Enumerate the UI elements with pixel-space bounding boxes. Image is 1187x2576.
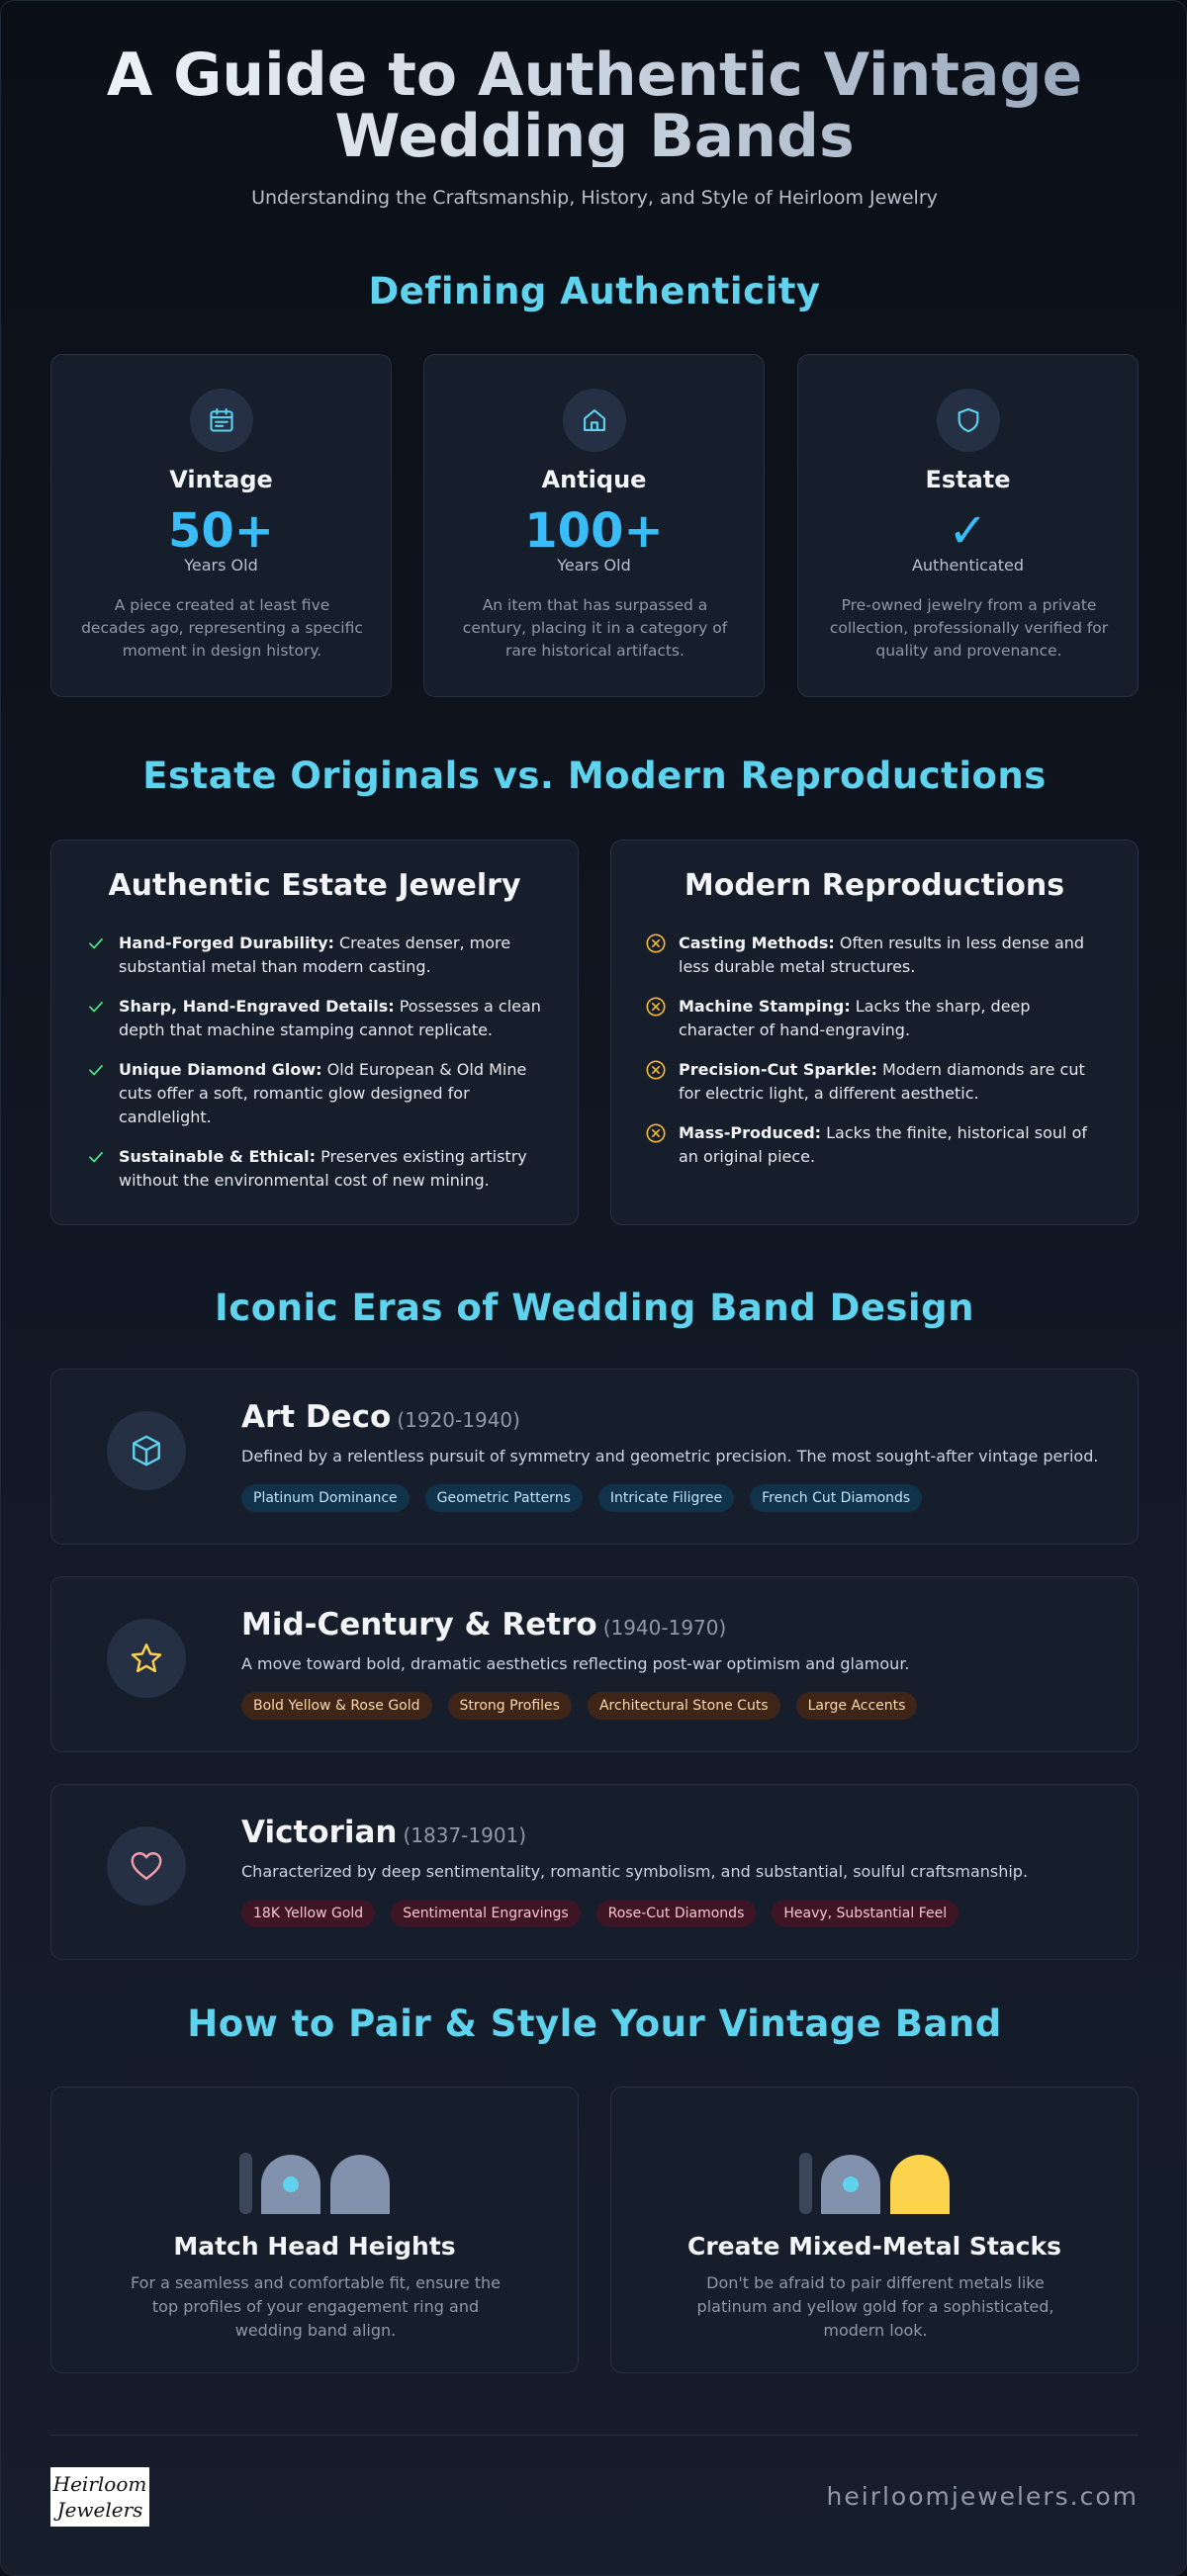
tag-list [241,1692,917,1720]
shield-icon [937,389,1000,452]
card-description: Pre-owned jewelry from a private collection, professionally verified for quality and provenance. [829,596,1109,660]
tag: Large Accents [796,1692,918,1720]
card-value: 100+ [524,503,664,559]
era-name: Victorian [241,1815,398,1850]
era-name: Art Deco [241,1399,392,1435]
mixed-metal-stacks-card [610,2087,1139,2373]
card-unit: Years Old [184,556,258,575]
card-description: An item that has surpassed a century, placing it in a category of rare historical artifacts. [462,596,728,660]
card-name: Antique [541,466,647,493]
authentic-list [85,932,550,1208]
check-icon [85,1059,107,1081]
era-description: A move toward bold, dramatic aesthetics reflecting post-war optimism and glamour. [241,1654,910,1673]
tag: Geometric Patterns [425,1484,583,1512]
list-item [645,932,1110,979]
page-subtitle: Understanding the Craftsmanship, History, and Style of Heirloom Jewelry [251,187,938,209]
tag-list [241,1900,959,1927]
checkmark-icon: ✓ [948,503,988,559]
card-title: Match Head Heights [173,2232,456,2261]
card-description: Don't be afraid to pair different metals like platinum and yellow gold for a sophisticated, modern look. [696,2273,1054,2340]
match-head-heights-card [50,2087,579,2373]
section-title-comparison: Estate Originals vs. Modern Reproductions [142,755,1047,797]
card-title: Modern Reproductions [684,868,1065,903]
footer-divider [50,2435,1139,2436]
check-icon [85,996,107,1018]
card-unit: Authenticated [911,556,1025,575]
tag: French Cut Diamonds [750,1484,922,1512]
era-card-mid-century [50,1576,1139,1752]
tag: Heavy, Substantial Feel [772,1900,959,1927]
heirloom-jewelers-logo: Heirloom Jewelers [50,2467,149,2527]
list-item [85,1145,550,1193]
list-item-text: Machine Stamping: Lacks the sharp, deep character of hand-engraving. [679,997,1031,1039]
card-title: Create Mixed-Metal Stacks [687,2232,1061,2261]
website-url[interactable]: heirloomjewelers.com [826,2482,1139,2511]
era-card-victorian [50,1784,1139,1960]
era-years: (1920-1940) [397,1408,520,1432]
section-title-authenticity: Defining Authenticity [368,270,821,312]
tag: 18K Yellow Gold [241,1900,375,1927]
list-item [85,932,550,979]
tag: Intricate Filigree [598,1484,734,1512]
list-item [85,1058,550,1129]
antique-card [423,354,765,697]
era-name: Mid-Century & Retro [241,1607,597,1643]
era-card-art-deco [50,1369,1139,1545]
list-item-text: Sharp, Hand-Engraved Details: Possesses a clean depth that machine stamping cannot replicate. [119,997,541,1039]
x-circle-icon [645,933,667,954]
authentic-jewelry-card [50,840,579,1225]
check-icon [85,933,107,954]
section-title-pairing: How to Pair & Style Your Vintage Band [187,2002,1002,2045]
x-circle-icon [645,1122,667,1144]
star-icon [107,1619,186,1698]
heart-icon [107,1826,186,1906]
list-item-text: Unique Diamond Glow: Old European & Old Mine cuts offer a soft, romantic glow designed for candlelight. [119,1060,527,1126]
era-years: (1837-1901) [403,1823,527,1847]
x-circle-icon [645,996,667,1018]
list-item [645,1058,1110,1106]
section-title-eras: Iconic Eras of Wedding Band Design [215,1287,974,1329]
era-heading [241,1399,520,1435]
check-icon [85,1146,107,1168]
modern-list [645,932,1110,1185]
tag: Rose-Cut Diamonds [596,1900,757,1927]
calendar-icon [190,389,253,452]
tag-list [241,1484,922,1512]
page-title: A Guide to Authentic Vintage Wedding Bands [50,44,1139,167]
mixed-metal-illustration [799,2153,958,2214]
list-item [645,995,1110,1042]
card-name: Estate [925,466,1011,493]
tag: Platinum Dominance [241,1484,410,1512]
list-item-text: Sustainable & Ethical: Preserves existing artistry without the environmental cost of new mining. [119,1147,527,1190]
home-icon [563,389,626,452]
tag: Strong Profiles [448,1692,572,1720]
tag: Bold Yellow & Rose Gold [241,1692,432,1720]
tag: Sentimental Engravings [391,1900,580,1927]
card-description: For a seamless and comfortable fit, ensure the top profiles of your engagement ring and wedding band align. [131,2273,501,2340]
vintage-card [50,354,392,697]
tag: Architectural Stone Cuts [588,1692,780,1720]
x-circle-icon [645,1059,667,1081]
cube-icon [107,1411,186,1490]
list-item-text: Casting Methods: Often results in less dense and less durable metal structures. [679,933,1085,976]
list-item-text: Hand-Forged Durability: Creates denser, more substantial metal than modern casting. [119,933,511,976]
list-item [85,995,550,1042]
card-unit: Years Old [557,556,631,575]
card-name: Vintage [169,466,273,493]
estate-card [797,354,1139,697]
modern-reproductions-card [610,840,1139,1225]
era-heading [241,1815,526,1850]
list-item-text: Mass-Produced: Lacks the finite, historical soul of an original piece. [679,1123,1087,1166]
list-item-text: Precision-Cut Sparkle: Modern diamonds are cut for electric light, a different aesthetic. [679,1060,1085,1103]
era-description: Defined by a relentless pursuit of symmetry and geometric precision. The most sought-after vintage period. [241,1447,1099,1466]
card-description: A piece created at least five decades ago, representing a specific moment in design history. [81,596,363,660]
era-years: (1940-1970) [602,1616,727,1640]
era-description: Characterized by deep sentimentality, romantic symbolism, and substantial, soulful craftsmanship. [241,1862,1029,1881]
list-item [645,1121,1110,1169]
era-heading [241,1607,726,1643]
card-title: Authentic Estate Jewelry [108,868,521,903]
card-value: 50+ [167,503,274,559]
ring-stack-illustration [239,2153,398,2214]
